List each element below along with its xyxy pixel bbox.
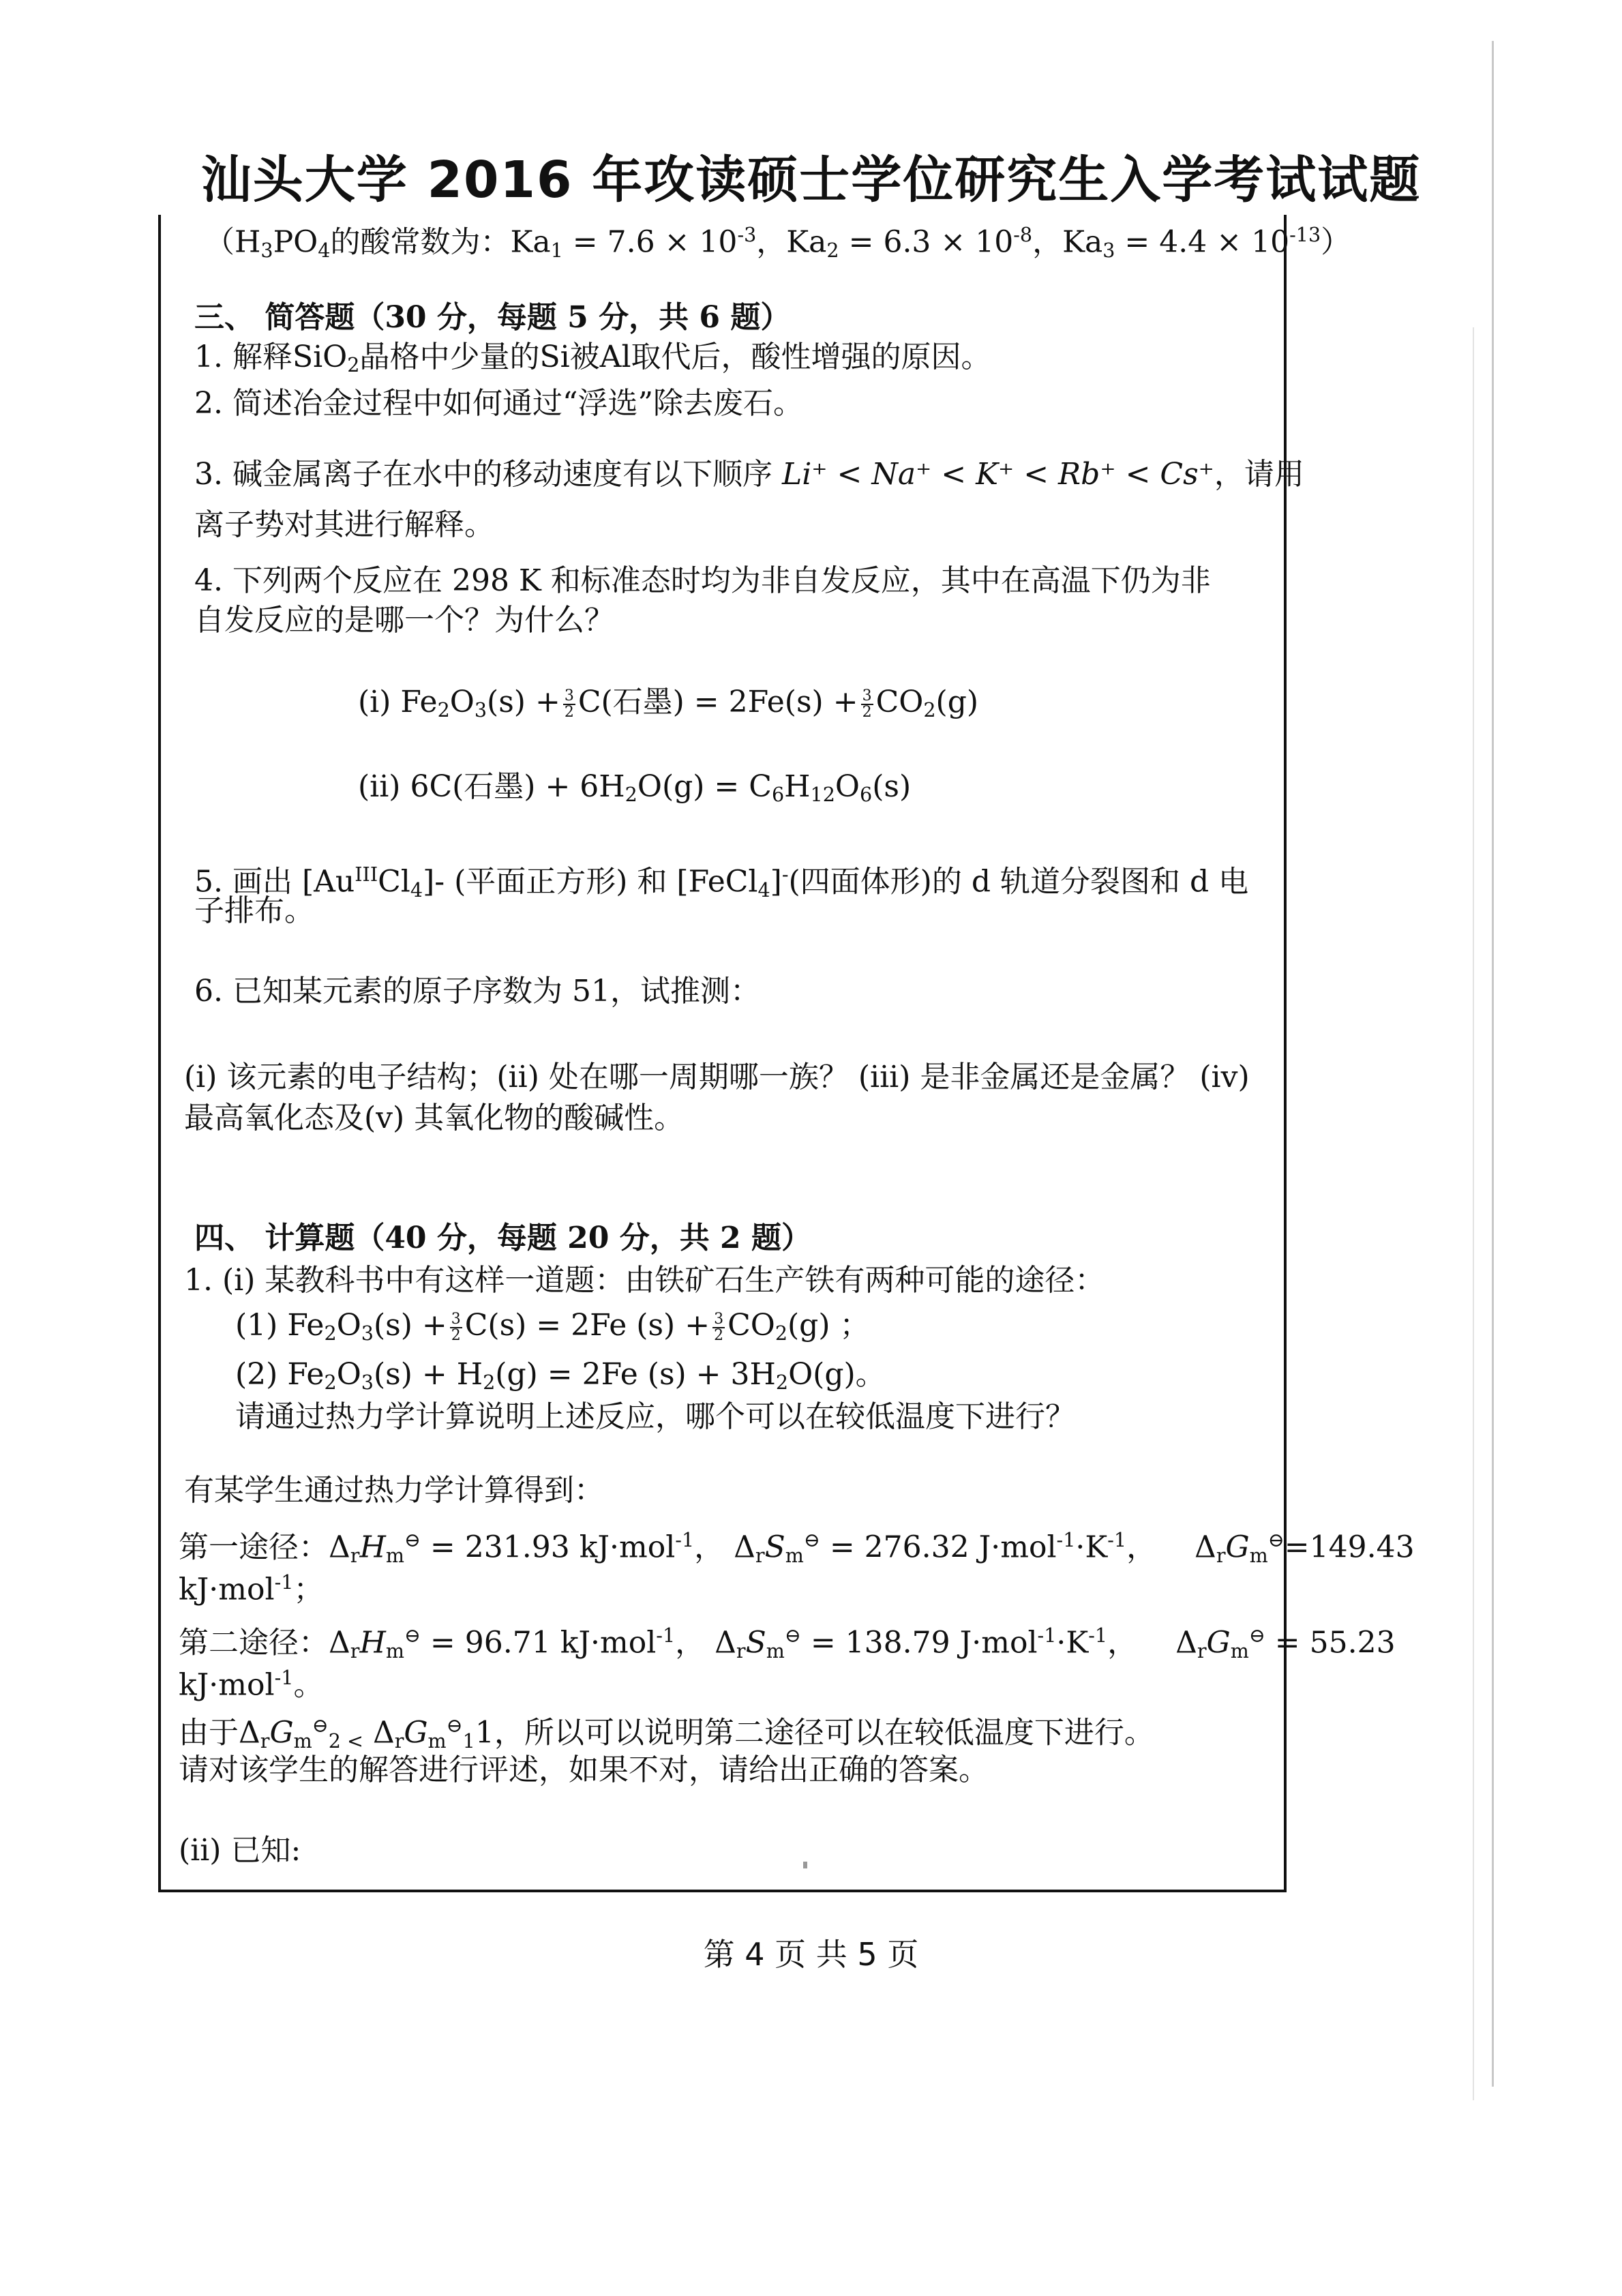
fraction-3-2: $\frac{3}{2}$	[714, 1310, 724, 1344]
h3po4-constants: （$H_3PO_4$的酸常数为：$Ka_1 = 7.6 \times 10^{-3}$，$Ka_2 = 6.3 \times 10^{-8}$，$Ka_3 = 4.4 \times 10^{-13}$）	[205, 223, 1351, 262]
question-3-5-cont: 子排布。	[194, 893, 314, 928]
question-3-4-cont: 自发反应的是哪一个？为什么？	[194, 603, 614, 638]
student-conclusion: 由于$\Delta_rG_m^⊖_{2 <}$ $\Delta_rG_m^⊖_11$，所以可以说明第二途径可以在较低温度下进行。	[179, 1714, 1154, 1753]
question-3-4: 4. 下列两个反应在 298 K 和标准态时均为非自发反应，其中在高温下仍为非	[194, 563, 1211, 598]
page-number: 第 4 页 共 5 页	[703, 1936, 919, 1973]
calc-1-route-1: (1) $Fe_2O_3(s)$ + $\frac{3}{2}$ C(s) = 2Fe (s) + $\frac{3}{2}$ $CO_2(g)$ ；	[235, 1308, 870, 1345]
question-3-6: 6. 已知某元素的原子序数为 51，试推测：	[194, 974, 760, 1009]
scan-speck	[803, 1862, 807, 1868]
question-3-3: 3. 碱金属离子在水中的移动速度有以下顺序 Li⁺ < Na⁺ < K⁺ < Rb⁺ < Cs⁺，请用	[194, 457, 1304, 492]
calc-1-intro: 1. (i) 某教科书中有这样一道题：由铁矿石生产铁有两种可能的途径：	[184, 1263, 1105, 1298]
route-1-values: 第一途径：$\Delta_rH_m^⊖ = 231.93$ kJ·mol$^{-1}$， $\Delta_rS_m^⊖ = 276.32$ $J\cdot mol^{-1}\cdot K^{-1}$， $\Delta_rG_m^⊖=149.43$	[179, 1528, 1415, 1567]
question-3-1: 1. 解释SiO$_2$晶格中少量的Si被Al取代后，酸性增强的原因。	[194, 340, 991, 377]
reaction-i: (i) $Fe_2O_3(s)$ + $\frac{3}{2}$ C(石墨) = 2Fe(s) + $\frac{3}{2}$ $CO_2(g)$	[358, 685, 979, 722]
route-1-values-cont: kJ·mol$^{-1}$；	[179, 1570, 324, 1607]
fraction-3-2: $\frac{3}{2}$	[451, 1310, 461, 1344]
fraction-3-2: $\frac{3}{2}$	[564, 687, 574, 721]
calc-1-question: 请通过热力学计算说明上述反应，哪个可以在较低温度下进行？	[235, 1399, 1075, 1434]
question-3-6-parts: (i) 该元素的电子结构；(ii) 处在哪一周期哪一族？ (iii) 是非金属还是金属？ (iv)	[184, 1060, 1250, 1094]
route-2-values-cont: kJ·mol$^{-1}$。	[179, 1666, 324, 1703]
review-request: 请对该学生的解答进行评述，如果不对，请给出正确的答案。	[179, 1753, 989, 1787]
question-3-6-parts-cont: 最高氧化态及(v) 其氧化物的酸碱性。	[184, 1101, 685, 1135]
section-3-title: 三、 简答题（30 分，每题 5 分，共 6 题）	[194, 300, 791, 335]
section-4-title: 四、 计算题（40 分，每题 20 分，共 2 题）	[194, 1221, 811, 1255]
reaction-ii: (ii) 6C(石墨) + $6H_2O(g) = C_6H_{12}O_6(s)$	[358, 769, 912, 807]
question-3-3-cont: 离子势对其进行解释。	[194, 507, 494, 542]
question-3-5: 5. 画出 $[Au^{III}Cl_4]-$ (平面正方形) 和 [FeCl$_4$]-(四面体形)的 d 轨道分裂图和 d 电	[194, 863, 1249, 901]
fraction-3-2: $\frac{3}{2}$	[862, 687, 872, 721]
page-title: 汕头大学 2016 年攻读硕士学位研究生入学考试试题	[200, 151, 1422, 209]
part-ii-known: (ii) 已知:	[179, 1833, 301, 1868]
student-intro: 有某学生通过热力学计算得到：	[184, 1473, 604, 1508]
route-2-values: 第二途径：$\Delta_rH_m^⊖ = 96.71$ kJ·mol$^{-1}$， $\Delta_rS_m^⊖ = 138.79$ $J\cdot mol^{-1}\cdot K^{-1}$， $\Delta_rG_m^⊖ = 55.23$	[179, 1624, 1396, 1663]
calc-1-route-2: (2) $Fe_2O_3(s) + H_2(g) = 2Fe$ $(s) + 3H_2O(g)$。	[235, 1357, 886, 1395]
question-3-2: 2. 简述冶金过程中如何通过“浮选”除去废石。	[194, 386, 803, 421]
